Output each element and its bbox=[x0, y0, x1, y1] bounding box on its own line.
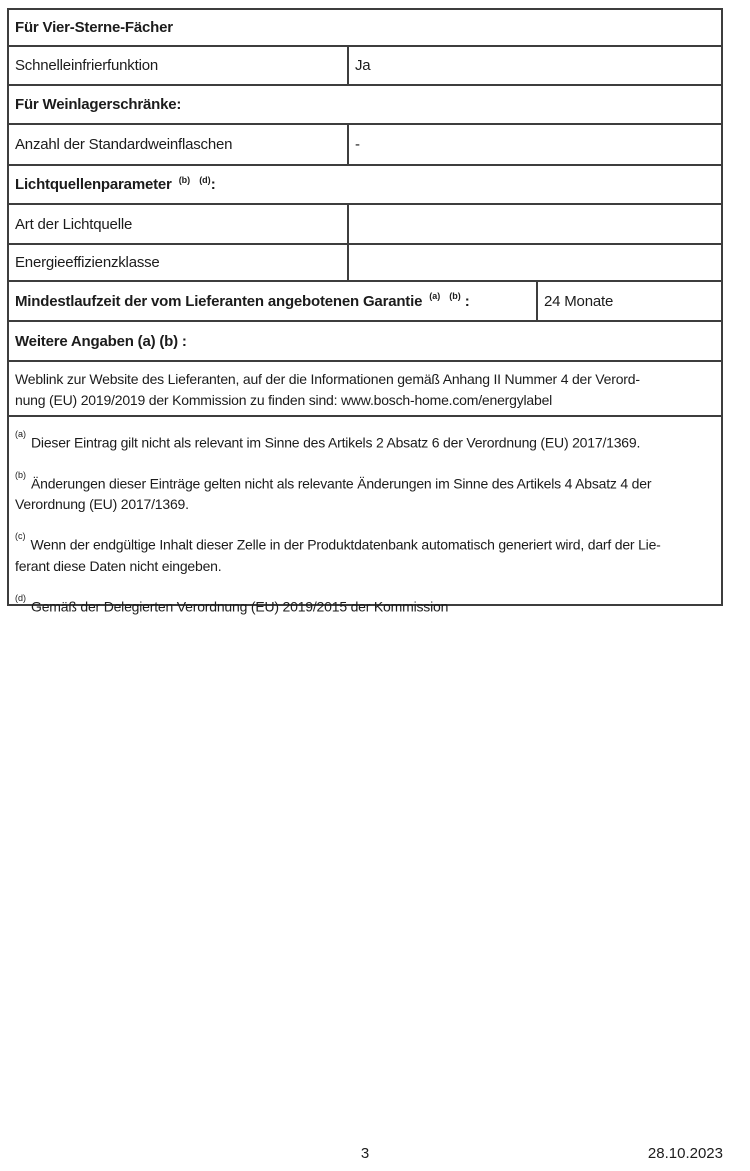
spec-value-cell bbox=[349, 125, 721, 164]
section-header-label: Lichtquellenparameter bbox=[15, 176, 172, 193]
spec-row-garantie bbox=[9, 280, 721, 320]
footnote-text-line2: Verordnung (EU) 2017/1369. bbox=[15, 496, 189, 513]
footnote-ref-b: (b) bbox=[178, 174, 191, 185]
spec-label-cell bbox=[9, 245, 349, 280]
spec-value-cell bbox=[349, 47, 721, 84]
weblink-paragraph bbox=[9, 360, 721, 415]
section-header-label: Weitere Angaben (a) (b) : bbox=[15, 332, 187, 350]
spec-row-weinflaschen bbox=[9, 123, 721, 164]
footnote-text-line2: ferant diese Daten nicht eingeben. bbox=[15, 557, 222, 574]
spec-value-cell bbox=[349, 245, 721, 280]
spec-value: 24 Monate bbox=[544, 292, 614, 310]
spec-label: Anzahl der Standardweinflaschen bbox=[15, 136, 233, 153]
footnote-b bbox=[15, 470, 713, 516]
footer-date: 28.10.2023 bbox=[647, 1145, 723, 1162]
footnote-a bbox=[15, 429, 713, 454]
footnote-marker-d: (d) bbox=[15, 592, 26, 603]
section-header-four-star bbox=[9, 10, 721, 45]
spec-label-cell bbox=[9, 47, 349, 84]
footnote-marker-b: (b) bbox=[15, 469, 26, 480]
spec-label: Schnelleinfrierfunktion bbox=[15, 57, 158, 74]
footnote-c bbox=[15, 531, 713, 577]
section-header-weitere-angaben bbox=[9, 320, 721, 360]
footnote-text: Änderungen dieser Einträge gelten nicht als relevante Änderungen im Sinne des Artikels 4 Absatz 4 der bbox=[31, 475, 652, 492]
spec-label-cell bbox=[9, 282, 538, 320]
section-header-label: Für Weinlagerschränke: bbox=[15, 96, 182, 113]
section-header-label: Für Vier-Sterne-Fächer bbox=[15, 19, 173, 36]
spec-label-suffix: : bbox=[464, 292, 470, 310]
spec-value-cell bbox=[349, 205, 721, 243]
page-footer bbox=[7, 1145, 723, 1165]
footnote-ref-a: (a) bbox=[429, 291, 441, 301]
weblink-text-line2: nung (EU) 2019/2019 der Kommission zu finden sind: www.bosch-home.com/energylabel bbox=[15, 392, 553, 408]
spec-label-cell bbox=[9, 125, 349, 164]
spec-label: Mindestlaufzeit der vom Lieferanten angebotenen Garantie bbox=[15, 292, 423, 310]
footnote-d bbox=[15, 593, 713, 618]
spec-label-cell bbox=[9, 205, 349, 243]
section-header-suffix: : bbox=[210, 176, 216, 193]
section-header-lichtquellen bbox=[9, 164, 721, 203]
footnotes-cell bbox=[9, 415, 721, 615]
spec-row-art-lichtquelle bbox=[9, 203, 721, 243]
weblink-text-line1: Weblink zur Website des Lieferanten, auf der die Informationen gemäß Anhang II Nummer 4 der Verord- bbox=[15, 371, 640, 387]
spec-label: Art der Lichtquelle bbox=[15, 215, 133, 233]
spec-value: - bbox=[355, 136, 360, 153]
spec-label: Energieeffizienzklasse bbox=[15, 254, 160, 271]
footnote-text: Dieser Eintrag gilt nicht als relevant im Sinne des Artikels 2 Absatz 6 der Verordnung (EU) 2017/1369. bbox=[31, 434, 641, 451]
footnote-marker-a: (a) bbox=[15, 429, 26, 439]
spec-row-schnelleinfrier bbox=[9, 45, 721, 84]
section-header-weinlager bbox=[9, 84, 721, 123]
spec-row-energieeffizienz bbox=[9, 243, 721, 280]
spec-value: Ja bbox=[355, 57, 371, 74]
footnote-text: Gemäß der Delegierten Verordnung (EU) 2019/2015 der Kommission bbox=[31, 598, 449, 615]
footnote-marker-c: (c) bbox=[15, 531, 26, 542]
footnote-text: Wenn der endgültige Inhalt dieser Zelle in der Produktdatenbank automatisch generiert wird, darf der Lie- bbox=[30, 536, 661, 553]
footnote-ref-d: (d) bbox=[199, 174, 211, 185]
spec-value-cell bbox=[538, 282, 721, 320]
page-number: 3 bbox=[360, 1145, 370, 1162]
footnote-ref-b: (b) bbox=[449, 291, 461, 301]
product-datasheet-table bbox=[7, 8, 723, 615]
